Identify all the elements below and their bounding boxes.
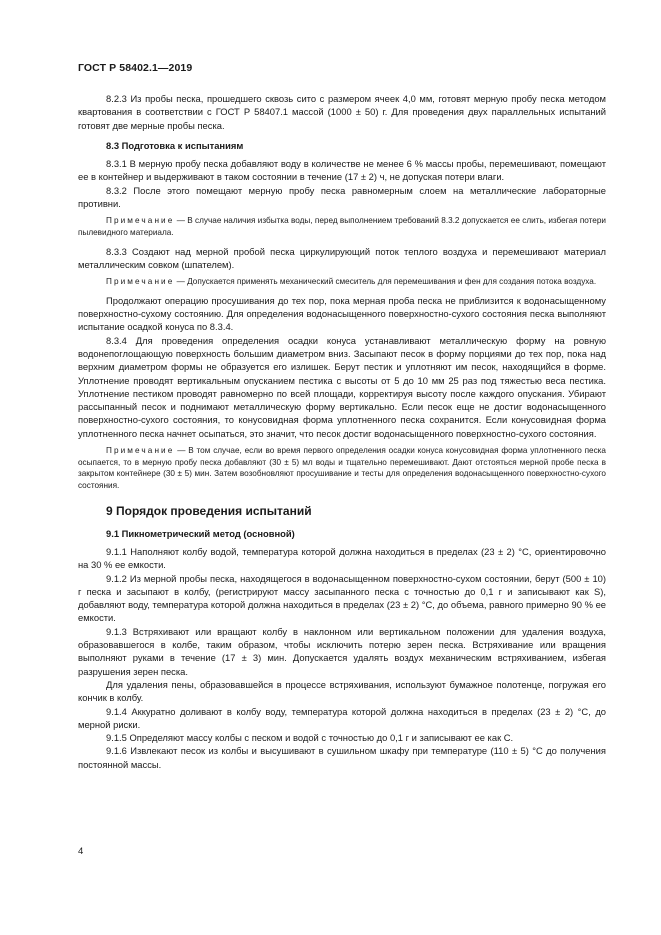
paragraph-9-1-3: 9.1.3 Встряхивают или вращают колбу в наклонном или вертикальном положении для удаления воздуха, образовавшегося в колбе, таким образом, чтобы исключить потерю зерен песка. Встряхивание или вращения выполняют руками в течение (17 ± 3) мин. Допускается удалять воздух механическим встряхиванием, избегая разрушения зерен песка. [78,625,606,677]
document-body [78,92,606,771]
document-header: ГОСТ Р 58402.1—2019 [78,62,193,74]
note-text: — В том случае, если во время первого определения осадки конуса конусовидная форма уплотненного песка осыпается, то в мерную пробу песка добавляют (30 ± 5) мл воды и тщательно перемешивают. Дают отстояться мерной пробе песка в закрытом контейнере (30 ± 5) мин. Затем возобновляют просушивание и тесты для определения водонасыщенного поверхностно-сухого состояния. [78,446,606,490]
note-label: Примечание [106,216,175,226]
paragraph-foam: Для удаления пены, образовавшейся в процессе встряхивания, используют бумажное полотенце, погружая его кончик в колбу. [78,678,606,704]
note-label: Примечание [106,446,175,456]
note-1 [78,215,606,238]
paragraph-8-3-3: 8.3.3 Создают над мерной пробой песка циркулирующий поток теплого воздуха и перемешивают материал металлическим совком (шпателем). [78,245,606,270]
paragraph-8-3-2: 8.3.2 После этого помещают мерную пробу песка равномерным слоем на металлические лабораторные противни. [78,184,606,210]
note-label: Примечание [106,277,175,287]
paragraph-9-1-5: 9.1.5 Определяют массу колбы с песком и водой с точностью до 0,1 г и записывают ее как С. [106,732,514,744]
note-3 [78,445,606,491]
subsection-heading-9-1: 9.1 Пикнометрический метод (основной) [106,527,295,539]
note-text: — В случае наличия избытка воды, перед выполнением требований 8.3.2 допускается ее слить, избегая потери пылевидного материала. [78,216,606,237]
paragraph-8-3-4: 8.3.4 Для проведения определения осадки конуса устанавливают металлическую форму на ровную водонепоглощающую поверхность большим диаметром вниз. Засыпают песок в форму порциями до тех пор, пока над верхним диаметром формы не образуется его излишек. Берут пестик и уплотняют им песок, находящийся в форме. Уплотнение проводят вертикальным опусканием пестика с высоты от 5 до 10 мм 25 раз под тяжестью веса пестика. Уплотнение пестиком проводят равномерно по всей площади, корректируя высоту после каждого опускания. Убирают рассыпанный песок и поднимают металлическую форму вертикально. Если песок еще не достиг водонасыщенного поверхностно-сухого состояния, то конусовидная форма уплотненного песка сохранится. Если конусовидная форма уплотненного песка начнет осыпаться, это значит, что песок достиг водонасыщенного поверхностно-сухого состояния. [78,334,606,439]
page-number: 4 [78,846,84,857]
note-2 [78,276,606,288]
paragraph-9-1-6: 9.1.6 Извлекают песок из колбы и высушивают в сушильном шкафу при температуре (110 ± 5) °С до получения постоянной массы. [78,745,606,770]
paragraph-drying: Продолжают операцию просушивания до тех пор, пока мерная проба песка не приблизится к водонасыщенному поверхностно-сухому состоянию. Для определения водонасыщенного поверхностно-сухого состояния песка выполняют испытание осадкой конуса по 8.3.4. [78,294,606,333]
section-heading-9: 9 Порядок проведения испытаний [106,504,312,519]
subsection-heading-8-3: 8.3 Подготовка к испытаниям [106,139,244,151]
paragraph-9-1-2: 9.1.2 Из мерной пробы песка, находящегося в водонасыщенном поверхностно-сухом состоянии, берут (500 ± 10) г песка и засыпают в колбу, (регистрируют массу засыпанного песка с точностью до 0,1 г и записывают как S), добавляют воду, температура которой должна находиться в пределах (23 ± 2) °С, до объема, равного примерно 90 % ее емкости. [78,572,606,624]
paragraph-9-1-4: 9.1.4 Аккуратно доливают в колбу воду, температура которой должна находиться в пределах (23 ± 2) °С, до мерной риски. [78,705,606,730]
paragraph-8-3-1: 8.3.1 В мерную пробу песка добавляют воду в количестве не менее 6 % массы пробы, перемешивают, помещают ее в контейнер и выдерживают в таком состоянии в течение (17 ± 2) ч, не допуская потери влаги. [78,158,606,183]
paragraph-9-1-1: 9.1.1 Наполняют колбу водой, температура которой должна находиться в пределах (23 ± 2) °С, ориентировочно на 30 % ее емкости. [78,545,606,571]
paragraph-8-2-3: 8.2.3 Из пробы песка, прошедшего сквозь сито с размером ячеек 4,0 мм, готовят мерную пробу песка методом квартования в соответствии с ГОСТ Р 58407.1 массой (1000 ± 50) г. Для проведения двух параллельных испытаний готовят две мерные пробы песка. [78,93,606,131]
note-text: — Допускается применять механический смеситель для перемешивания и фен для создания потока воздуха. [174,277,597,287]
